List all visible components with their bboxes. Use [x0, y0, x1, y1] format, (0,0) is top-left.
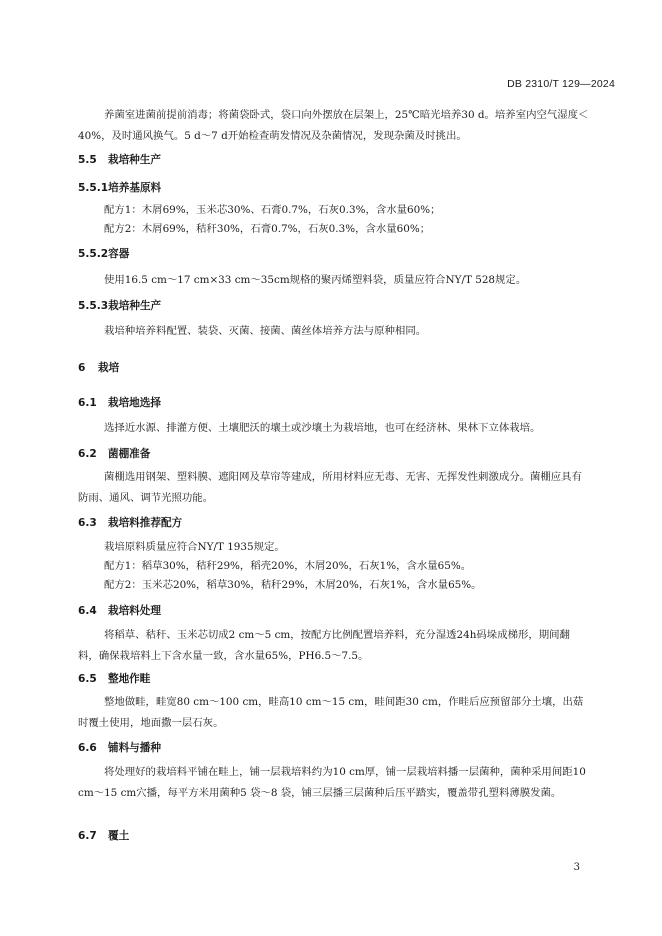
section-6-4-heading: [78, 603, 161, 618]
section-number: 5.5.1: [78, 182, 109, 194]
section-number: 6: [78, 362, 86, 374]
cultivation-spawn-paragraph: 栽培种培养料配置、装袋、灭菌、接菌、菌丝体培养方法与原种相同。: [104, 325, 427, 337]
section-title: 容器: [108, 248, 130, 260]
section-5-5-3-heading: [78, 298, 161, 313]
section-number: 6.6: [78, 742, 97, 754]
section-title: 菌棚准备: [108, 448, 151, 460]
raw-material-paragraph: 栽培原料质量应符合NY/T 1935规定。: [104, 541, 285, 553]
section-number: 6.7: [78, 830, 97, 842]
section-title: 覆土: [108, 830, 130, 842]
section-5-5-heading: [78, 152, 161, 167]
section-6-1-heading: [78, 395, 161, 410]
formula-2-paragraph: 配方2：木屑69%，秸秆30%，石膏0.7%，石灰0.3%，含水量60%；: [104, 223, 431, 235]
section-6-3-heading: [78, 515, 182, 530]
section-title: 栽培地选择: [108, 397, 161, 409]
section-number: 6.5: [78, 673, 97, 685]
section-number: 5.5.3: [78, 300, 109, 312]
paragraph-incubation: 养菌室进菌前提前消毒；将菌袋卧式，袋口向外摆放在层架上，25℃暗光培养30 d。培养室内空气湿度＜40%，及时通风换气。5 d～7 d开始检查萌发情况及杂菌情况，发现杂菌及时挑出。: [78, 109, 589, 142]
section-title: 栽培: [98, 362, 120, 374]
greenhouse-paragraph: 菌棚选用钢架、塑料膜、遮阳网及草帘等建成，所用材料应无毒、无害、无挥发性刺激成分。菌棚应具有防雨、通风、调节光照功能。: [78, 471, 582, 504]
section-6-5-heading: [78, 671, 150, 686]
section-number: 5.5.2: [78, 248, 109, 260]
formula-2-paragraph: 配方2：玉米芯20%，稻草30%，秸秆29%，木屑20%，石灰1%，含水量65%。: [104, 579, 482, 591]
section-number: 6.1: [78, 397, 97, 409]
section-number: 6.4: [78, 605, 97, 617]
section-title: 培养基原料: [108, 182, 162, 194]
section-number: 5.5: [78, 154, 97, 166]
section-6-7-heading: [78, 828, 129, 843]
section-title: 铺料与播种: [108, 742, 161, 754]
formula-1-paragraph: 配方1：木屑69%，玉米芯30%、石膏0.7%，石灰0.3%，含水量60%；: [104, 204, 441, 216]
section-title: 栽培料处理: [108, 605, 161, 617]
section-number: 6.2: [78, 448, 97, 460]
section-6-6-heading: [78, 740, 161, 755]
section-title: 栽培种生产: [108, 300, 162, 312]
section-6-2-heading: [78, 446, 150, 461]
page-number: 3: [573, 862, 580, 873]
section-title: 栽培料推荐配方: [108, 517, 183, 529]
section-number: 6.3: [78, 517, 97, 529]
site-selection-paragraph: 选择近水源、排灌方便、土壤肥沃的壤土或沙壤土为栽培地，也可在经济林、果林下立体栽培。: [104, 422, 541, 434]
sowing-paragraph: 将处理好的栽培料平铺在畦上，铺一层栽培料约为10 cm厚，铺一层栽培料播一层菌种，菌种采用间距10 cm～15 cm穴播，每平方米用菌种5 袋～8 袋，铺三层播三层菌种后压平踏实，覆盖带孔塑料薄膜发菌。: [78, 766, 586, 799]
document-code-header: DB 2310/T 129—2024: [507, 78, 615, 90]
section-title: 整地作畦: [108, 673, 151, 685]
land-preparation-paragraph: 整地做畦，畦宽80 cm～100 cm，畦高10 cm～15 cm，畦间距30 cm，作畦后应预留部分土壤，出菇时覆土使用，地面撒一层石灰。: [78, 696, 584, 729]
material-processing-paragraph: 将稻草、秸秆、玉米芯切成2 cm～5 cm，按配方比例配置培养料，充分湿透24h码垛成梯形，期间翻料，确保栽培料上下含水量一致，含水量65%，PH6.5～7.5。: [78, 629, 570, 662]
section-title: 栽培种生产: [108, 154, 161, 166]
section-5-5-1-heading: [78, 180, 161, 195]
formula-1-paragraph: 配方1：稻草30%，秸秆29%，稻壳20%，木屑20%，石灰1%，含水量65%。: [104, 560, 472, 572]
section-5-5-2-heading: [78, 246, 129, 261]
container-paragraph: 使用16.5 cm～17 cm×33 cm～35cm规格的聚丙烯塑料袋，质量应符合NY/T 528规定。: [104, 274, 527, 286]
chapter-6-heading: [78, 360, 119, 375]
